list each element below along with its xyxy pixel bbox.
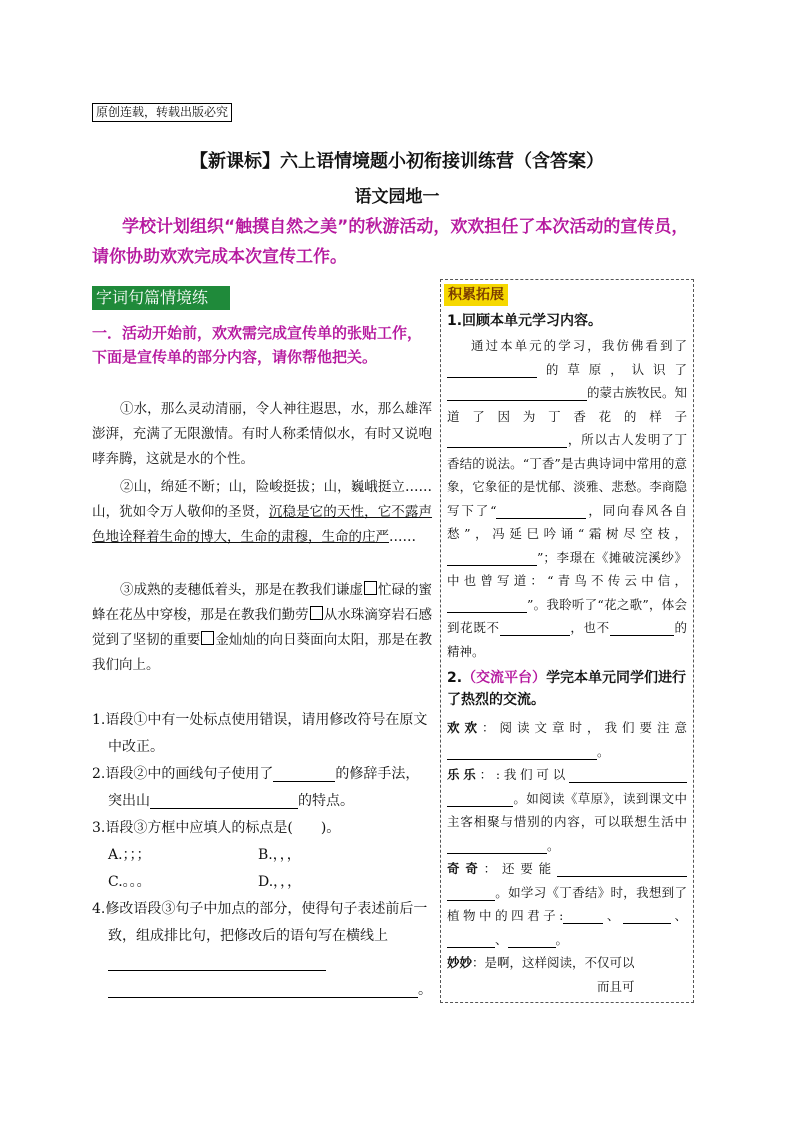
lele-blank-2[interactable] [447, 836, 547, 854]
q2-text-a: 2.语段②中的画线句子使用了 [92, 766, 274, 782]
review-text-i: ，也不 [569, 620, 610, 635]
question-list [92, 707, 432, 1004]
miaomiao-cut-text: 而且可 [597, 978, 635, 994]
review-text-e: ，所以古人发明了丁香结的说法。“丁香”是古典诗词中常用的意象，它象征的是忧郁、淡雅、悲愁。李商隐写下了“ [447, 432, 687, 518]
review-blank-7[interactable] [500, 618, 570, 636]
page-title: 【新课标】六上语情境题小初衔接训练营（含答案） [190, 151, 604, 172]
qiqi-blank-1[interactable] [557, 859, 687, 877]
q4-end: 。 [418, 982, 432, 998]
sidebar-discussion-text [447, 716, 687, 998]
sidebar-review-text [447, 334, 687, 663]
review-blank-5[interactable] [447, 548, 537, 566]
option-a[interactable]: A.；；； [108, 847, 151, 863]
question-1: 1.语段①中有一处标点使用错误，请用修改符号在原文中改正。 [92, 712, 428, 755]
q4-text: 4.修改语段③句子中加点的部分，使得句子表述前后一致，组成排比句，把修改后的语句写在横线上 [92, 901, 428, 944]
review-blank-1[interactable] [447, 360, 537, 378]
qiqi-end: 。 [555, 931, 569, 947]
review-text-d: 样子 [649, 408, 687, 424]
speaker-miaomiao: 妙妙 [447, 955, 473, 970]
q4-blank-1[interactable] [108, 953, 326, 971]
q2-text-b: 的修辞手法，突出山 [108, 766, 420, 809]
question-3: 3.语段③方框中应填人的标点是( )。 [92, 820, 341, 836]
options-row-1 [92, 842, 432, 869]
para3-text-a: ③成熟的麦穗低着头，那是在教我们谦虚 [120, 582, 363, 598]
qiqi-blank-1b[interactable] [447, 883, 495, 901]
lele-end: 。 [547, 837, 560, 853]
heading-2-rest: 学完本单元同学们进行了热烈的交流。 [447, 670, 687, 708]
option-d[interactable]: D.，，， [258, 874, 302, 890]
punctuation-box[interactable] [310, 606, 323, 620]
review-text-c: 的蒙古族牧民。知道了因为丁香花的 [447, 385, 688, 424]
qiqi-text-b: 。如学习《丁香结》时，我想到了植物中的四君子: [447, 884, 687, 923]
punctuation-box[interactable] [201, 631, 214, 645]
huanhuan-end: 。 [597, 743, 610, 759]
punctuation-box[interactable] [364, 581, 377, 595]
review-text-f: ，同向春风各自愁”，冯延巳吟诵“霜树尽空枝， [447, 502, 687, 541]
review-text-h: ”。我聆听了“花之歌”，体会到花既不 [447, 596, 687, 635]
para3-text-b: 忙碌的蜜蜂在花丛中穿梭，那是在教我们勤劳 [92, 582, 432, 623]
speaker-lele: 乐乐 [447, 767, 480, 782]
review-text-g: ”；李璟在《摊破浣溪纱》中也曾写道：“青鸟不传云中信， [447, 549, 687, 588]
intro-paragraph: 学校计划组织“触摸自然之美”的秋游活动，欢欢担任了本次活动的宣传员，请你协助欢欢完成本次宣传工作。 [92, 217, 689, 267]
review-blank-8[interactable] [610, 618, 674, 636]
qiqi-sep-2: 、 [670, 908, 687, 923]
review-blank-3[interactable] [447, 430, 567, 448]
passage-paragraph-1: ①水，那么灵动清丽，令人神往遐思，水，那么雄浑澎湃，充满了无限激情。有时人称柔情似水，有时又说咆哮奔腾，这就是水的个性。 [92, 401, 432, 467]
speaker-qiqi: 奇奇 [447, 861, 484, 876]
qiqi-blank-3[interactable] [623, 906, 671, 924]
para3-text-d: 金灿灿的向日葵面向太阳，那是在教我们向上。 [92, 632, 433, 673]
sidebar-badge: 积累拓展 [444, 284, 508, 306]
question-2 [92, 761, 432, 815]
passage-paragraph-3 [92, 578, 432, 678]
page-subtitle: 语文园地一 [354, 187, 440, 207]
sidebar-heading-2 [447, 667, 687, 711]
lele-blank-1b[interactable] [447, 789, 513, 807]
huanhuan-text: ：阅读文章时，我们要注意 [482, 720, 687, 735]
lele-text-b: 。如阅读《草原》，读到课文中主客相聚与惜别的内容，可以联想生活中 [447, 790, 687, 829]
qiqi-sep-3: 、 [495, 931, 508, 947]
lele-text: ：:我们可以 [479, 767, 569, 782]
q4-blank-2[interactable] [108, 980, 418, 998]
sidebar-heading-1: 1.回顾本单元学习内容。 [447, 313, 603, 329]
option-b[interactable]: B.，，， [258, 847, 301, 863]
qiqi-sep-1: 、 [603, 908, 623, 923]
heading-2-accent: （交流平台） [462, 670, 547, 686]
para3-text-c: 从水珠滴穿岩石感觉到了坚韧的重要 [92, 607, 433, 648]
miaomiao-text: ：是啊，这样阅读，不仅可以 [472, 955, 635, 970]
qiqi-blank-5[interactable] [508, 930, 556, 948]
sidebar-extension-box [440, 279, 694, 1003]
option-c[interactable]: C.。。。 [108, 874, 151, 890]
passage-paragraph-2 [92, 475, 432, 550]
question-4 [92, 896, 432, 1004]
review-text-b: 的草原，认识了 [537, 361, 687, 377]
review-blank-4[interactable] [496, 501, 586, 519]
heading-2-number: 2. [447, 670, 463, 686]
qiqi-blank-4[interactable] [447, 930, 495, 948]
review-blank-6[interactable] [447, 595, 527, 613]
lele-blank-1[interactable] [569, 765, 687, 783]
review-text-j: 的精神。 [447, 620, 687, 659]
qiqi-blank-2[interactable] [563, 906, 603, 924]
huanhuan-blank[interactable] [447, 742, 597, 760]
review-blank-2[interactable] [447, 383, 587, 401]
para2-ellipsis: …… [389, 529, 416, 545]
section-label: 字词句篇情境练 [92, 286, 230, 310]
review-text-a: 通过本单元的学习，我仿佛看到了 [471, 338, 687, 353]
q2-blank-1[interactable] [273, 764, 335, 782]
question-heading: 一．活动开始前，欢欢需完成宣传单的张贴工作，下面是宣传单的部分内容，请你帮他把关。 [92, 324, 423, 366]
para2-text: ②山，绵延不断；山，险峻挺拔；山，巍峨挺立……山，犹如令万人敬仰的圣贤， [92, 479, 432, 520]
q2-text-c: 的特点。 [298, 793, 354, 809]
qiqi-text: ：还要能 [483, 861, 557, 876]
q2-blank-2[interactable] [150, 791, 298, 809]
speaker-huanhuan: 欢欢 [447, 720, 482, 735]
para2-underlined: 沉稳是它的天性，它不露声色地诠释着生命的博大，生命的肃穆，生命的庄严 [92, 504, 433, 545]
options-row-2 [92, 869, 432, 896]
copyright-stamp: 原创连载，转载出版必究 [92, 103, 232, 122]
